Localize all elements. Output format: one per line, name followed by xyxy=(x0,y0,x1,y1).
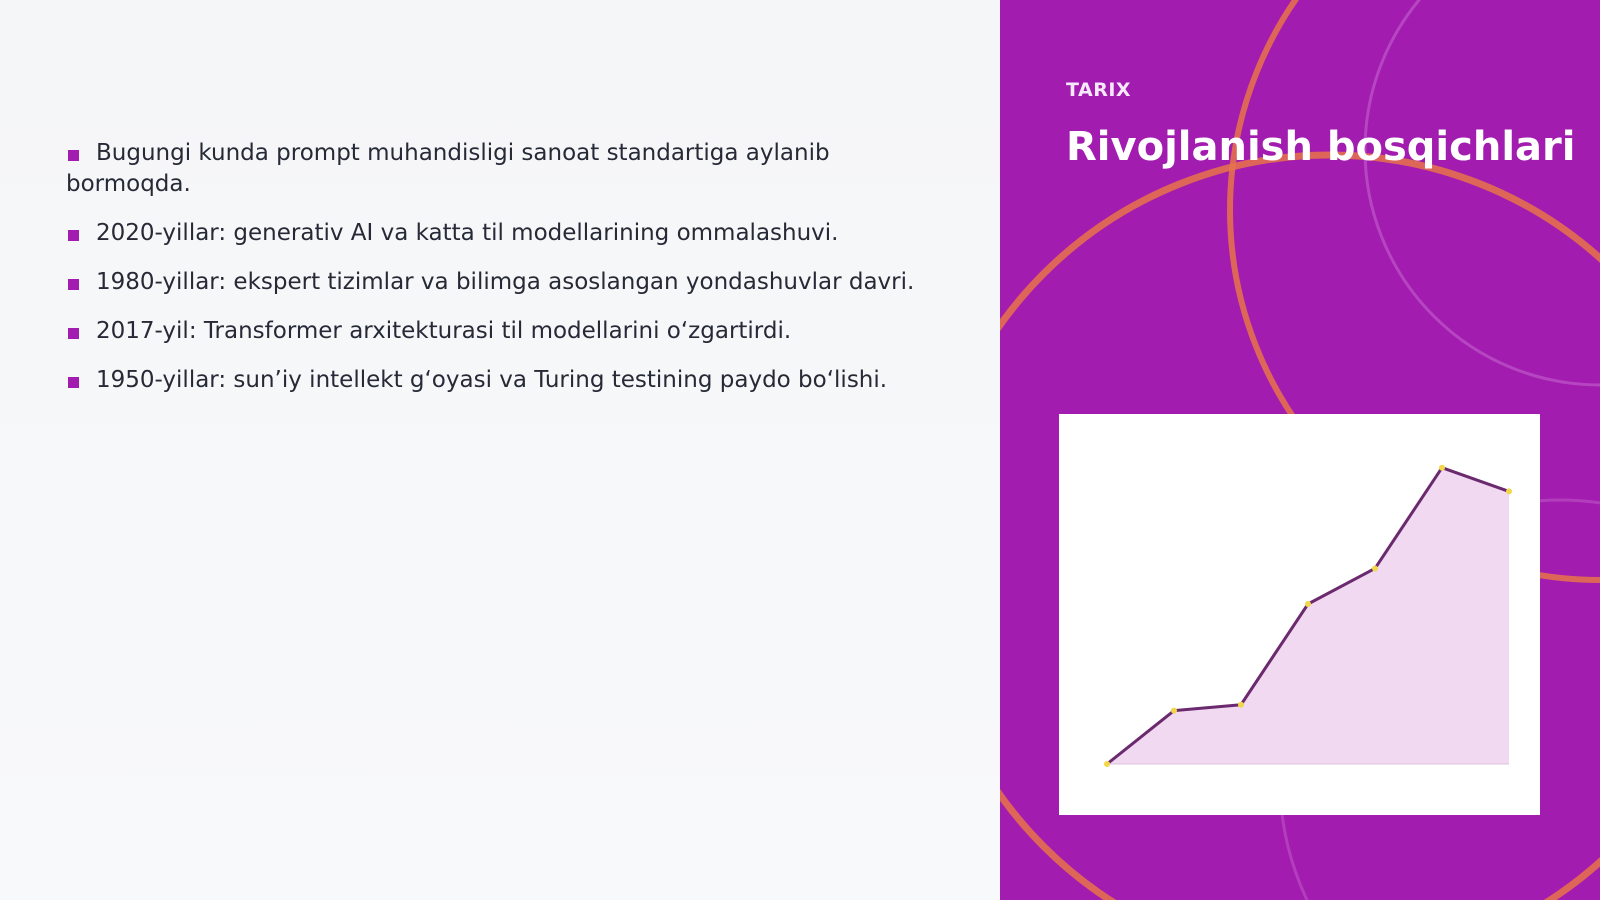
slide-title: Rivojlanish bosqichlari xyxy=(1066,124,1576,170)
bullet-text: Bugungi kunda prompt muhandisligi sanoat standartiga aylanib bormoqda. xyxy=(66,140,830,197)
bullet-list xyxy=(66,138,946,414)
data-point xyxy=(1305,601,1311,607)
data-point xyxy=(1104,761,1110,767)
square-bullet-icon xyxy=(68,150,79,161)
bullet-item xyxy=(66,316,946,347)
bullet-text: 1980-yillar: ekspert tizimlar va bilimga asoslangan yondashuvlar davri. xyxy=(96,269,915,295)
bullet-item xyxy=(66,267,946,298)
square-bullet-icon xyxy=(68,328,79,339)
data-point xyxy=(1171,708,1177,714)
bullet-item xyxy=(66,365,946,396)
bullet-text: 2020-yillar: generativ AI va katta til modellarining ommalashuvi. xyxy=(96,220,839,246)
pink-ring xyxy=(1365,0,1600,385)
title-panel xyxy=(1000,0,1600,900)
data-point xyxy=(1506,488,1512,494)
data-point xyxy=(1439,465,1445,471)
bullet-item xyxy=(66,218,946,249)
square-bullet-icon xyxy=(68,377,79,388)
area-fill xyxy=(1107,468,1509,764)
data-point xyxy=(1238,702,1244,708)
bullet-text: 1950-yillar: sun’iy intellekt g‘oyasi va Turing testining paydo bo‘lishi. xyxy=(96,367,888,393)
chart-card xyxy=(1059,414,1540,815)
square-bullet-icon xyxy=(68,279,79,290)
data-point xyxy=(1372,565,1378,571)
bullet-item xyxy=(66,138,946,200)
bullet-text: 2017-yil: Transformer arxitekturasi til modellarini o‘zgartirdi. xyxy=(96,318,792,344)
area-chart xyxy=(1059,414,1540,815)
square-bullet-icon xyxy=(68,230,79,241)
section-kicker: TARIX xyxy=(1066,79,1132,101)
